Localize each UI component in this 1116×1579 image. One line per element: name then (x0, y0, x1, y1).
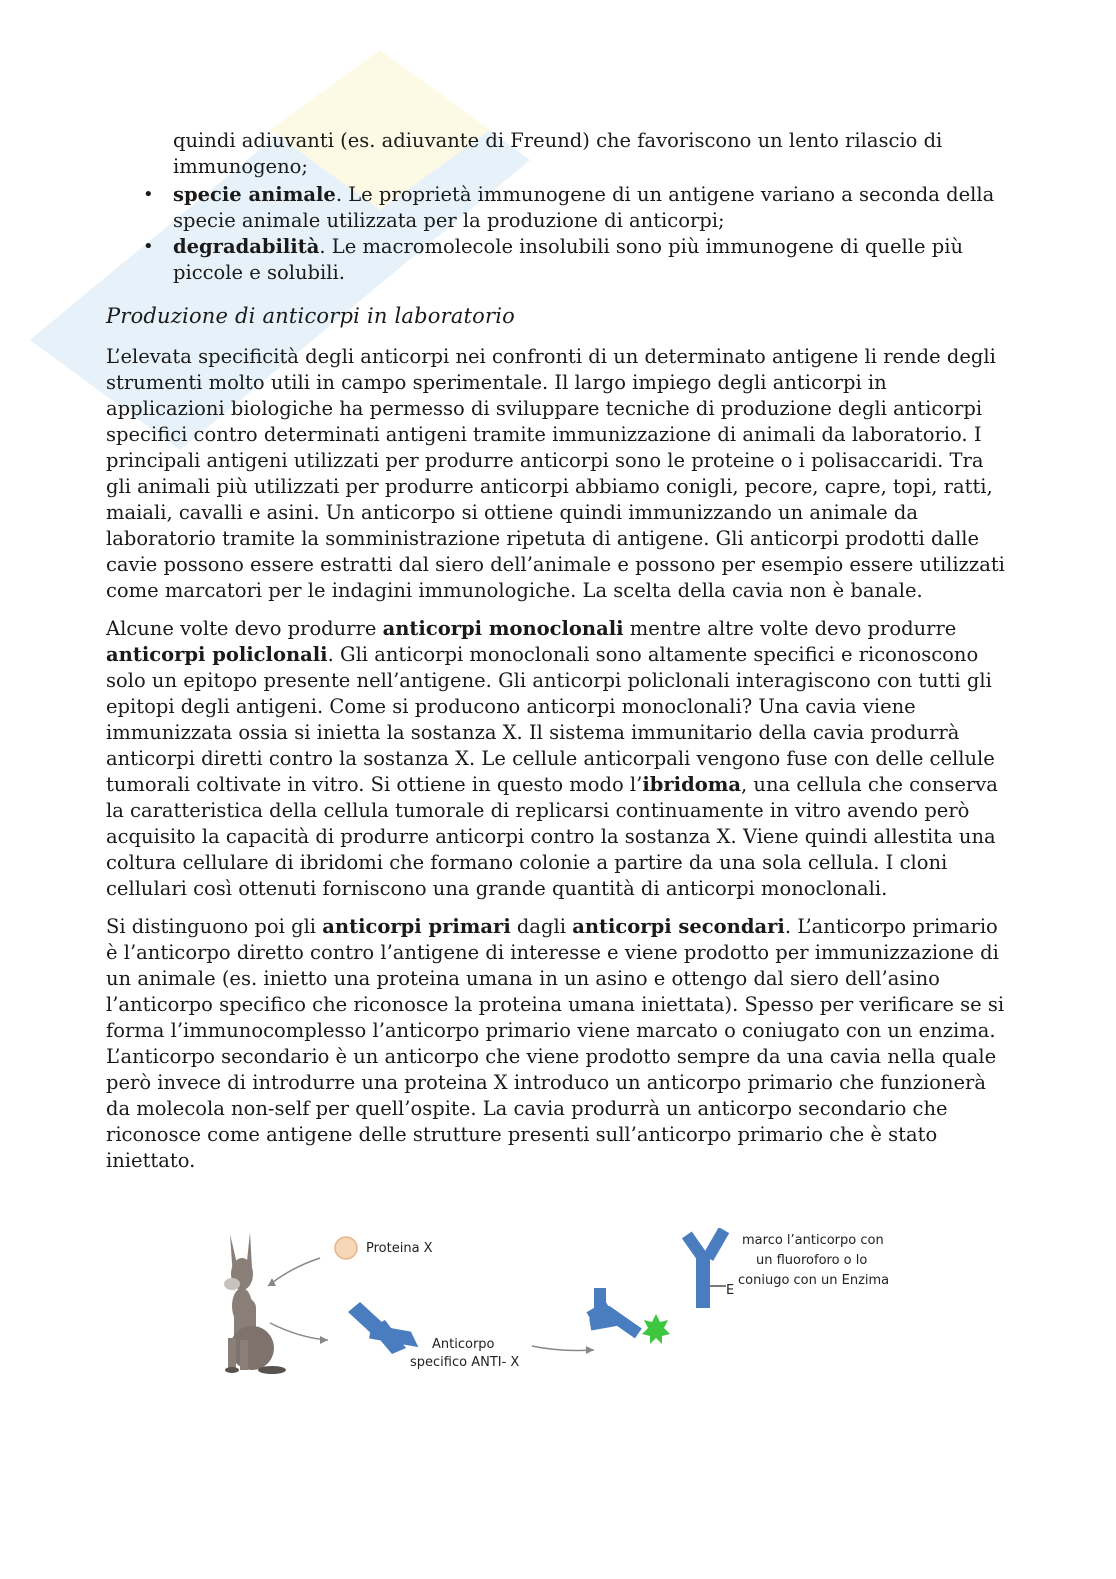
list-item-text: . Le macromolecole insolubili sono più immunogene di quelle più piccole e solubili. (173, 235, 964, 284)
paragraph-2-text: , una cellula che conserva la caratteristica della cellula tumorale di replicarsi continuamente in vitro avendo però acquisito la capacità di produrre anticorpi contro la sostanza X. Viene quindi allestita una coltura cellulare di ibridomi che formano colonie a partire da una sola cellula. I cloni cellulari così ottenuti forniscono una grande quantità di anticorpi monoclonali. (106, 773, 998, 900)
paragraph-1: L’elevata specificità degli anticorpi nei confronti di un determinato antigene li rende degli strumenti molto utili in campo sperimentale. Il largo impiego degli anticorpi in applicazioni biologiche ha permesso di sviluppare tecniche di produzione degli anticorpi specifici contro determinati antigeni tramite immunizzazione di animali da laboratorio. I principali antigeni utilizzati per produrre anticorpi sono le proteine o i polisaccaridi. Tra gli animali più utilizzati per produrre anticorpi abbiamo conigli, pecore, capre, topi, ratti, maiali, cavalli e asini. Un anticorpo si ottiene quindi immunizzando un animale da laboratorio tramite la somministrazione ripetuta di antigene. Gli anticorpi prodotti dalle cavie possono essere estratti dal siero dell’animale e possono per esempio essere utilizzati come marcatori per le indagini immunologiche. La scelta della cavia non è banale. (106, 345, 1005, 602)
section-title: Produzione di anticorpi in laboratorio (106, 304, 516, 328)
mark-label-1: marco l’anticorpo con (742, 1233, 884, 1248)
term-primary: anticorpi primari (322, 915, 511, 938)
list-continuation (173, 128, 1006, 180)
paragraph-2 (106, 616, 1006, 902)
protein-x-icon (335, 1237, 357, 1259)
continuation-line-2: immunogeno; (173, 155, 308, 178)
antibody-label-2: specifico ANTI- X (410, 1355, 520, 1370)
mark-label-2: un fluoroforo o lo (756, 1253, 868, 1268)
arrow-icon (268, 1258, 320, 1286)
list-item-term: degradabilità (173, 235, 320, 258)
arrow-icon (270, 1323, 328, 1340)
enzyme-antibody-icon (682, 1228, 729, 1308)
continuation-line-1: quindi adiuvanti (es. adiuvante di Freund) che favoriscono un lento rilascio di (173, 129, 943, 152)
term-hybridoma: ibridoma (642, 773, 741, 796)
paragraph-3-text: Si distinguono poi gli (106, 915, 323, 938)
paragraph-3-text: dagli (510, 915, 573, 938)
term-monoclonal: anticorpi monoclonali (382, 617, 624, 640)
term-secondary: anticorpi secondari (572, 915, 785, 938)
fluorophore-icon (642, 1314, 670, 1344)
protein-label: Proteina X (366, 1241, 433, 1256)
document-page (106, 128, 1006, 1186)
donkey-illustration (224, 1232, 286, 1374)
term-polyclonal: anticorpi policlonali (106, 643, 328, 666)
paragraph-2-text: Alcune volte devo produrre (106, 617, 383, 640)
paragraph-3 (106, 914, 1006, 1174)
labeled-antibody-icon (586, 1288, 641, 1338)
antibody-label-1: Anticorpo (432, 1337, 495, 1352)
arrow-icon (532, 1346, 594, 1351)
list-item (173, 182, 1006, 234)
paragraph-3-text: . L’anticorpo primario è l’anticorpo diretto contro l’antigene di interesse e viene prodotto per immunizzazione di un animale (es. inietto una proteina umana in un asino e ottengo dal siero dell’asino l’anticorpo specifico che riconosce la proteina umana iniettata). Spesso per verificare se si forma l’immunocomplesso l’anticorpo primario viene marcato o coniugato con un enzima. L’anticorpo secondario è un anticorpo che viene prodotto sempre da una cavia nella quale però invece di introdurre una proteina X introduco un anticorpo primario che funzionerà da molecola non-self per quell’ospite. La cavia produrrà un anticorpo secondario che riconosce come antigene delle strutture presenti sull’anticorpo primario che è stato iniettato. (106, 915, 1005, 1172)
list-item-term: specie animale (173, 183, 336, 206)
property-list (106, 182, 1006, 286)
paragraph-2-text: mentre altre volte devo produrre (623, 617, 957, 640)
list-item-text: . Le proprietà immunogene di un antigene variano a seconda della specie animale utilizzata per la produzione di anticorpi; (173, 183, 995, 232)
list-item (173, 234, 1006, 286)
enzyme-letter: E (726, 1283, 735, 1298)
antibody-icon (348, 1302, 421, 1354)
antibody-production-figure (210, 1228, 910, 1378)
mark-label-3: coniugo con un Enzima (738, 1273, 890, 1288)
paragraph-2-text: . Gli anticorpi monoclonali sono altamente specifici e riconoscono solo un epitopo presente nell’antigene. Gli anticorpi policlonali interagiscono con tutti gli epitopi degli antigeni. Come si producono anticorpi monoclonali? Una cavia viene immunizzata ossia si inietta la sostanza X. Il sistema immunitario della cavia produrrà anticorpi diretti contro la sostanza X. Le cellule anticorpali vengono fuse con delle cellule tumorali coltivate in vitro. Si ottiene in questo modo l’ (106, 643, 995, 796)
